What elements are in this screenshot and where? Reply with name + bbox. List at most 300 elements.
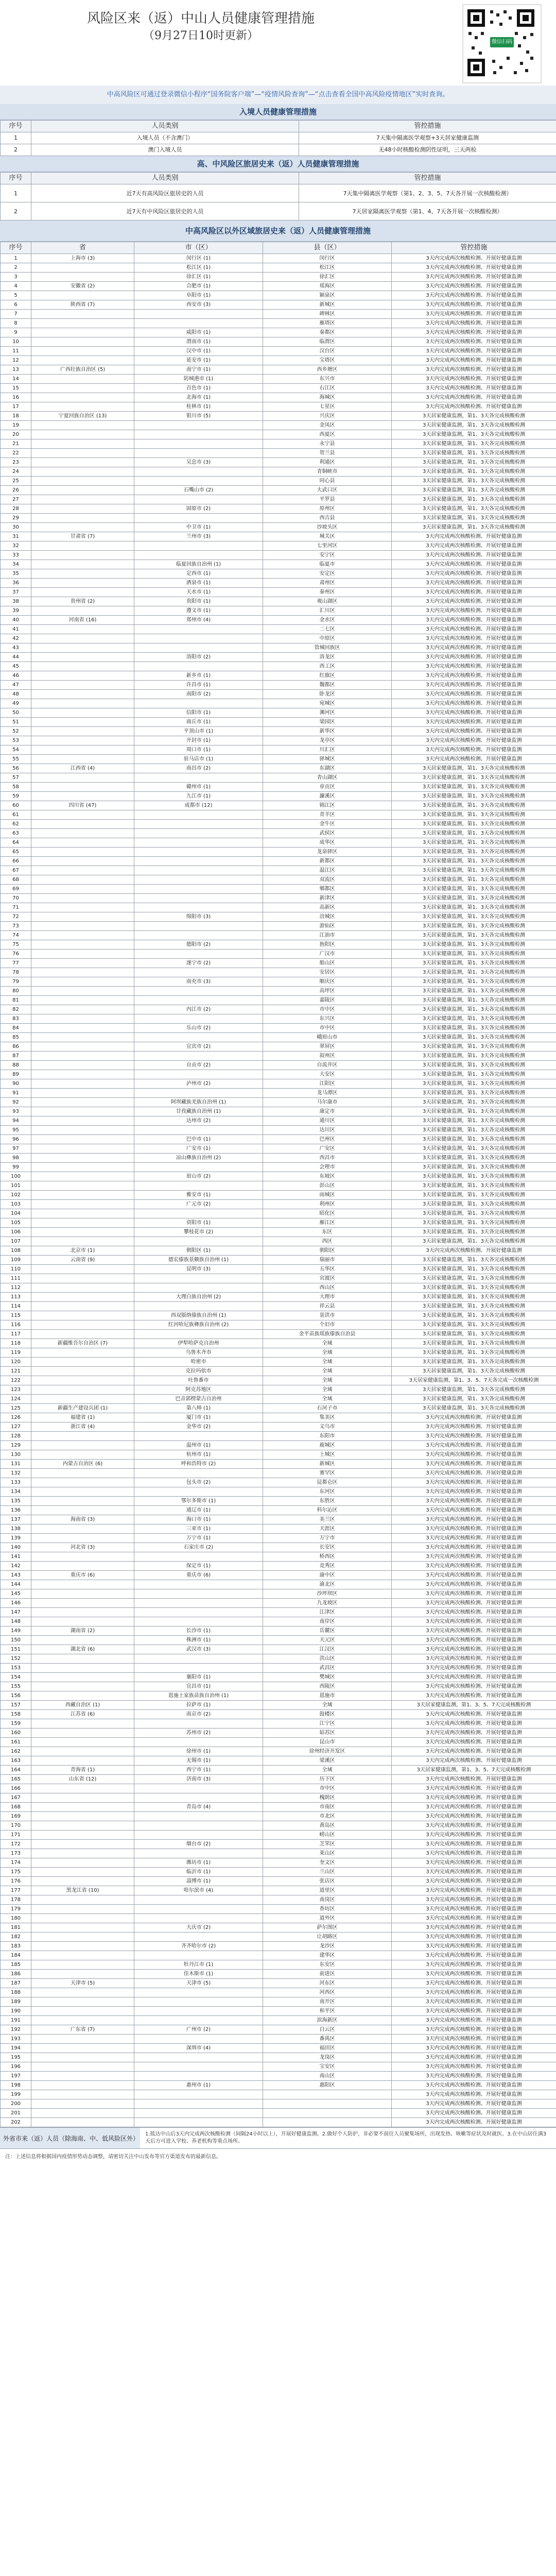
table-row [1, 1116, 556, 1126]
table-row [1, 1608, 556, 1617]
table-cell: 武汉市 (3) [134, 1645, 263, 1654]
table-row [1, 467, 556, 477]
table-cell: 1 [1, 132, 31, 144]
table-cell: 47 [1, 681, 31, 690]
table-cell: 5 [1, 291, 31, 300]
table-cell: 张店区 [263, 1877, 392, 1886]
table-cell: 建华区 [263, 1951, 392, 1960]
table-cell: 江苏省 (6) [31, 1710, 134, 1719]
table-cell: 50 [1, 708, 31, 718]
table-cell: 3天居家健康监测，第1、3天各完成核酸检测 [392, 866, 556, 875]
section1-table [0, 120, 556, 156]
table-cell [134, 820, 263, 829]
table-cell [31, 393, 134, 402]
table-cell: 南山区 [263, 2072, 392, 2081]
table-cell: 乌鲁木齐市 [134, 1348, 263, 1358]
table-cell: 观山湖区 [263, 597, 392, 606]
table-cell: 3天居家健康监测，第1、3天各完成核酸检测 [392, 1061, 556, 1070]
table-cell [31, 1089, 134, 1098]
table-cell: 南昌市 (2) [134, 764, 263, 773]
table-cell: 56 [1, 764, 31, 773]
table-cell [134, 1126, 263, 1135]
table-row [1, 1886, 556, 1895]
table-cell: 上城区 [263, 1450, 392, 1460]
table-cell [263, 2099, 392, 2109]
table-cell: 江西省 (4) [31, 764, 134, 773]
table-row [1, 532, 556, 541]
table-cell: 大理市 [263, 1293, 392, 1302]
table-row [1, 1079, 556, 1089]
table-cell: 3天内完成两次核酸检测、开展好健康监测 [392, 319, 556, 328]
table-cell: 大庆市 (2) [134, 1923, 263, 1933]
table-row [1, 486, 556, 495]
table-cell [31, 1831, 134, 1840]
table-cell: 大安区 [263, 1070, 392, 1079]
table-cell [31, 875, 134, 885]
table-cell [31, 2016, 134, 2025]
table-cell [31, 1691, 134, 1701]
table-cell: 河北省 (3) [31, 1543, 134, 1552]
table-row [1, 1645, 556, 1654]
table-cell: 惠阳区 [263, 2081, 392, 2090]
table-cell: 3天内完成两次核酸检测、开展好健康监测 [392, 1933, 556, 1942]
table-cell [134, 1914, 263, 1923]
table-cell: 3天居家健康监测，第1、3天各完成核酸检测 [392, 922, 556, 931]
table-cell: 东坡区 [263, 1172, 392, 1181]
table-cell: 123 [1, 1385, 31, 1395]
table-cell [31, 1756, 134, 1766]
table-row [1, 1923, 556, 1933]
table-cell: 天水市 (1) [134, 588, 263, 597]
table-row [1, 291, 556, 300]
table-row [1, 1738, 556, 1747]
table-row [1, 2007, 556, 2016]
table-row [1, 950, 556, 959]
table-cell: 市北区 [263, 1812, 392, 1821]
table-cell: 广元市 (2) [134, 1200, 263, 1209]
table-cell [134, 467, 263, 477]
table-cell: 渭南市 (1) [134, 337, 263, 347]
table-cell: 昆山市 [263, 1738, 392, 1747]
table-cell: 郑州市 (4) [134, 616, 263, 625]
table-cell: 3天居家健康监测，第1、3天各完成核酸检测 [392, 996, 556, 1005]
table-cell: 3天内完成两次核酸检测、开展好健康监测 [392, 402, 556, 412]
table-row [1, 1895, 556, 1905]
table-cell: 巴州区 [263, 1135, 392, 1144]
table-cell: 3天内完成两次核酸检测、开展好健康监测 [392, 337, 556, 347]
table-cell: 105 [1, 1218, 31, 1228]
table-row [1, 430, 556, 439]
table-cell [31, 745, 134, 755]
table-cell [134, 1793, 263, 1803]
table-cell [31, 1784, 134, 1793]
table-cell: 齐齐哈尔市 (2) [134, 1942, 263, 1951]
table-cell [134, 634, 263, 643]
table-row [1, 708, 556, 718]
table-cell [134, 1330, 263, 1339]
table-cell: 3天内完成两次核酸检测、开展好健康监测 [392, 393, 556, 402]
table-cell: 3天居家健康监测，第1、3天各完成核酸检测 [392, 1089, 556, 1098]
table-row [1, 1654, 556, 1664]
table-cell: 3天内完成两次核酸检测、开展好健康监测 [392, 1589, 556, 1599]
footer-category: 外省市来（返）人员（除海南、中、低风险区外） [0, 2128, 140, 2148]
table-cell: 3天内完成两次核酸检测、开展好健康监测 [392, 699, 556, 708]
table-cell [31, 1228, 134, 1237]
table-cell: 159 [1, 1719, 31, 1728]
table-cell: 杭州市 (1) [134, 1450, 263, 1460]
table-row [1, 1599, 556, 1608]
table-row [1, 1534, 556, 1543]
table-cell: 173 [1, 1849, 31, 1858]
table-cell: 东区 [263, 1228, 392, 1237]
qr-code[interactable] [462, 4, 542, 83]
table-cell: 115 [1, 1311, 31, 1320]
table-cell: 3天内完成两次核酸检测、开展好健康监测 [392, 2118, 556, 2127]
table-cell: 3天居家健康监测，第1、3天各完成核酸检测 [392, 950, 556, 959]
table-cell: 伊犁哈萨克自治州 [134, 1339, 263, 1348]
table-cell: 172 [1, 1840, 31, 1849]
table-cell: 南宁市 (1) [134, 365, 263, 375]
table-cell: 烟台市 (2) [134, 1840, 263, 1849]
table-cell [134, 1580, 263, 1589]
table-cell [31, 1868, 134, 1877]
table-cell [31, 1812, 134, 1821]
table-cell [134, 1033, 263, 1042]
table-cell: 181 [1, 1923, 31, 1933]
table-cell: 3天居家健康监测，第1、3天各完成核酸检测 [392, 467, 556, 477]
table-cell: 3天居家健康监测，第1、3天各完成核酸检测 [392, 1172, 556, 1181]
table-cell [31, 662, 134, 671]
table-cell: 全域 [263, 1348, 392, 1358]
table-cell [134, 319, 263, 328]
table-cell: 3天内完成两次核酸检测、开展好健康监测 [392, 1923, 556, 1933]
section3-title: 中高风险区以外区域旅居史来（返）人员健康管理措施 [0, 221, 556, 242]
table-row [1, 662, 556, 671]
table-row [1, 319, 556, 328]
table-cell [31, 1747, 134, 1756]
table-cell [31, 291, 134, 300]
table-cell: 南岗区 [263, 1895, 392, 1905]
table-cell: 41 [1, 625, 31, 634]
table-row [1, 1070, 556, 1079]
table-cell: 潍坊市 (1) [134, 1858, 263, 1868]
table-cell: 武侯区 [263, 829, 392, 838]
table-row [1, 996, 556, 1005]
table-cell [31, 1163, 134, 1172]
table-cell: 石河子市 [263, 1404, 392, 1413]
table-cell: 168 [1, 1803, 31, 1812]
table-row [1, 1256, 556, 1265]
table-cell: 148 [1, 1617, 31, 1626]
table-row [1, 1367, 556, 1376]
table-cell [31, 1070, 134, 1079]
table-cell: 3天内完成两次核酸检测、开展好健康监测 [392, 1422, 556, 1432]
table-cell [31, 523, 134, 532]
table-row [1, 1905, 556, 1914]
table-cell: 3天内完成两次核酸检测、开展好健康监测 [392, 1524, 556, 1534]
table-cell [134, 2090, 263, 2099]
table-cell: 53 [1, 736, 31, 745]
table-cell [31, 1172, 134, 1181]
table-cell: 185 [1, 1960, 31, 1970]
table-cell [31, 1840, 134, 1849]
table-cell: 72 [1, 912, 31, 922]
table-cell [31, 838, 134, 848]
table-cell: 186 [1, 1970, 31, 1979]
table-cell [31, 1562, 134, 1571]
table-cell: 117 [1, 1330, 31, 1339]
table-cell: 8 [1, 319, 31, 328]
table-cell: 龙岗区 [263, 2053, 392, 2062]
table-cell: 152 [1, 1654, 31, 1664]
table-row [1, 1756, 556, 1766]
table-cell: 襄阳市 (1) [134, 1673, 263, 1682]
table-cell: 3天居家健康监测，第1、3天各完成核酸检测 [392, 1200, 556, 1209]
table-row [1, 1052, 556, 1061]
table-cell: 鼓楼区 [263, 1710, 392, 1719]
table-cell: 江油市 [263, 931, 392, 940]
table-cell: 3天居家健康监测，第1、3天各完成核酸检测 [392, 783, 556, 792]
table-row [1, 263, 556, 273]
table-cell: 江宁区 [263, 1719, 392, 1728]
table-cell: 贵阳市 (1) [134, 597, 263, 606]
table-row [1, 1237, 556, 1246]
table-cell: 3天居家健康监测，第1、3、5、7天各完成一次核酸检测 [392, 1376, 556, 1385]
table-cell: 110 [1, 1265, 31, 1274]
table-cell: 171 [1, 1831, 31, 1840]
table-cell [31, 1358, 134, 1367]
table-cell: 150 [1, 1636, 31, 1645]
table-cell: 无锡市 (1) [134, 1756, 263, 1766]
table-row [1, 449, 556, 458]
table-cell [31, 495, 134, 504]
table-cell: 3天居家健康监测，第1、3天各完成核酸检测 [392, 773, 556, 783]
table-cell [31, 541, 134, 551]
table-cell [31, 1803, 134, 1812]
table-cell [31, 1858, 134, 1868]
table-cell: 赛罕区 [263, 1469, 392, 1478]
table-cell: 浙江省 (4) [31, 1422, 134, 1432]
table-cell [31, 1098, 134, 1107]
table-cell: 中原区 [263, 634, 392, 643]
table-row [1, 2118, 556, 2127]
table-cell: 红河哈尼族彝族自治州 (2) [134, 1320, 263, 1330]
table-cell [134, 514, 263, 523]
table-cell: 集美区 [263, 1413, 392, 1422]
table-cell: 百色市 (1) [134, 384, 263, 393]
table-cell: 3天内完成两次核酸检测、开展好健康监测 [392, 273, 556, 282]
table-row [1, 727, 556, 736]
table-cell: 官渡区 [263, 1274, 392, 1283]
table-cell: 香坊区 [263, 1905, 392, 1914]
table-row [1, 968, 556, 977]
table-cell: 莱山区 [263, 1849, 392, 1858]
table-cell: 103 [1, 1200, 31, 1209]
table-cell: 雅安市 (1) [134, 1191, 263, 1200]
table-cell: 3天内完成两次核酸检测、开展好健康监测 [392, 300, 556, 310]
table-row [1, 1460, 556, 1469]
col-header: 人员类别 [31, 121, 299, 132]
table-cell: 3天内完成两次核酸检测、开展好健康监测 [392, 579, 556, 588]
table-cell: 64 [1, 838, 31, 848]
table-row [1, 1228, 556, 1237]
table-row [1, 1283, 556, 1293]
table-cell: 周口市 (1) [134, 745, 263, 755]
table-cell: 三亚市 (1) [134, 1524, 263, 1534]
table-cell: 3天内完成两次核酸检测、开展好健康监测 [392, 1895, 556, 1905]
table-cell: 鄂尔多斯市 (1) [134, 1497, 263, 1506]
table-cell: 182 [1, 1933, 31, 1942]
table-row [1, 773, 556, 783]
table-row [1, 1766, 556, 1775]
table-cell: 127 [1, 1422, 31, 1432]
table-cell: 3天内完成两次核酸检测、开展好健康监测 [392, 2053, 556, 2062]
table-row [1, 1997, 556, 2007]
table-cell [134, 903, 263, 912]
table-row [1, 1933, 556, 1942]
table-row [1, 1098, 556, 1107]
table-cell: 3天居家健康监测，第1、3天各完成核酸检测 [392, 1218, 556, 1228]
table-cell [31, 1905, 134, 1914]
table-cell: 3天居家健康监测，第1、3天各完成核酸检测 [392, 977, 556, 987]
table-cell [134, 1209, 263, 1218]
table-row [1, 1154, 556, 1163]
table-cell: 赣州市 (1) [134, 783, 263, 792]
table-cell [134, 968, 263, 977]
table-cell: 196 [1, 2062, 31, 2072]
table-cell [31, 1487, 134, 1497]
table-cell: 3天居家健康监测，第1、3天各完成核酸检测 [392, 810, 556, 820]
table-cell: 槐荫区 [263, 1793, 392, 1803]
table-cell [31, 792, 134, 801]
table-cell [31, 866, 134, 875]
table-cell [134, 541, 263, 551]
table-cell [134, 1933, 263, 1942]
table-cell: 24 [1, 467, 31, 477]
table-cell [134, 810, 263, 820]
table-cell: 3天内完成两次核酸检测、开展好健康监测 [392, 2081, 556, 2090]
table-cell: 3天内完成两次核酸检测、开展好健康监测 [392, 588, 556, 597]
table-cell: 121 [1, 1367, 31, 1376]
table-cell [31, 1033, 134, 1042]
table-cell: 广汉市 [263, 950, 392, 959]
table-cell: 3天居家健康监测，第1、3天各完成核酸检测 [392, 1404, 556, 1413]
table-cell: 闵行区 (1) [134, 254, 263, 263]
table-row [1, 1144, 556, 1154]
table-cell [31, 1116, 134, 1126]
table-cell: 198 [1, 2081, 31, 2090]
table-cell [134, 829, 263, 838]
table-cell: 23 [1, 458, 31, 467]
table-cell: 3天居家健康监测，第1、3天各完成核酸检测 [392, 968, 556, 977]
table-row [1, 1339, 556, 1348]
table-cell: 临夏回族自治州 (1) [134, 560, 263, 569]
table-cell: 3天居家健康监测，第1、3天各完成核酸检测 [392, 1052, 556, 1061]
table-row [1, 202, 556, 221]
table-cell [31, 1654, 134, 1664]
table-cell: 3天居家健康监测，第1、3天各完成核酸检测 [392, 894, 556, 903]
table-cell: 3天居家健康监测，第1、3天各完成核酸检测 [392, 1274, 556, 1283]
table-cell [134, 875, 263, 885]
table-cell: 四川省 (47) [31, 801, 134, 810]
table-cell: 54 [1, 745, 31, 755]
table-cell: 1 [1, 184, 31, 202]
table-cell [134, 1895, 263, 1905]
table-row [1, 829, 556, 838]
table-row [1, 671, 556, 681]
table-cell: 山东省 (12) [31, 1775, 134, 1784]
table-cell: 天元区 [263, 1636, 392, 1645]
table-cell: 九江市 (1) [134, 792, 263, 801]
table-row [1, 1246, 556, 1256]
table-cell [31, 328, 134, 337]
table-cell: 3天内完成两次核酸检测、开展好健康监测 [392, 1571, 556, 1580]
table-cell [134, 449, 263, 458]
table-row [1, 2072, 556, 2081]
table-cell [31, 1738, 134, 1747]
table-cell: 徐汇区 [263, 273, 392, 282]
table-cell: 3天内完成两次核酸检测、开展好健康监测 [392, 384, 556, 393]
table-cell: 3天内完成两次核酸检测、开展好健康监测 [392, 2062, 556, 2072]
table-cell: 167 [1, 1793, 31, 1803]
table-cell: 河南省 (16) [31, 616, 134, 625]
table-cell: 临渭区 [263, 337, 392, 347]
table-cell: 金凤区 [263, 421, 392, 430]
table-cell: 西昌市 [263, 1154, 392, 1163]
table-cell [31, 894, 134, 903]
table-cell: 东阳市 [263, 1432, 392, 1441]
table-cell [31, 569, 134, 579]
table-row [1, 495, 556, 504]
table-cell [263, 2109, 392, 2118]
table-cell [31, 736, 134, 745]
table-cell: 绵阳市 (3) [134, 912, 263, 922]
table-row [1, 1302, 556, 1311]
table-row [1, 1914, 556, 1923]
table-cell: 西山区 [263, 1283, 392, 1293]
table-cell: 温江区 [263, 866, 392, 875]
table-cell [31, 1821, 134, 1831]
table-cell: 3天内完成两次核酸检测、开展好健康监测 [392, 1534, 556, 1543]
table-cell: 33 [1, 551, 31, 560]
table-cell [134, 1052, 263, 1061]
table-cell: 梁园区 [263, 718, 392, 727]
table-row [1, 699, 556, 708]
table-cell: 3天居家健康监测，第1、3天各完成核酸检测 [392, 931, 556, 940]
table-cell: 67 [1, 866, 31, 875]
table-cell: 3天内完成两次核酸检测、开展好健康监测 [392, 1812, 556, 1821]
table-cell: 85 [1, 1033, 31, 1042]
table-cell: 徐州经济开发区 [263, 1747, 392, 1756]
table-cell: 79 [1, 977, 31, 987]
table-cell: 3天内完成两次核酸检测、开展好健康监测 [392, 1654, 556, 1664]
table-cell: 14 [1, 375, 31, 384]
table-row [1, 1636, 556, 1645]
table-row [1, 1710, 556, 1719]
table-cell: 3天内完成两次核酸检测、开展好健康监测 [392, 1960, 556, 1970]
table-cell: 海城区 [263, 393, 392, 402]
table-cell: 东湖区 [263, 764, 392, 773]
table-cell: 重庆市 (6) [31, 1571, 134, 1580]
table-cell [31, 1524, 134, 1534]
table-cell: 104 [1, 1209, 31, 1218]
table-cell: 安宁区 [263, 551, 392, 560]
table-cell: 翠屏区 [263, 1042, 392, 1052]
table-cell: 88 [1, 1061, 31, 1070]
table-cell: 全域 [263, 1367, 392, 1376]
table-cell: 青海省 (1) [31, 1766, 134, 1775]
table-row [1, 1831, 556, 1840]
